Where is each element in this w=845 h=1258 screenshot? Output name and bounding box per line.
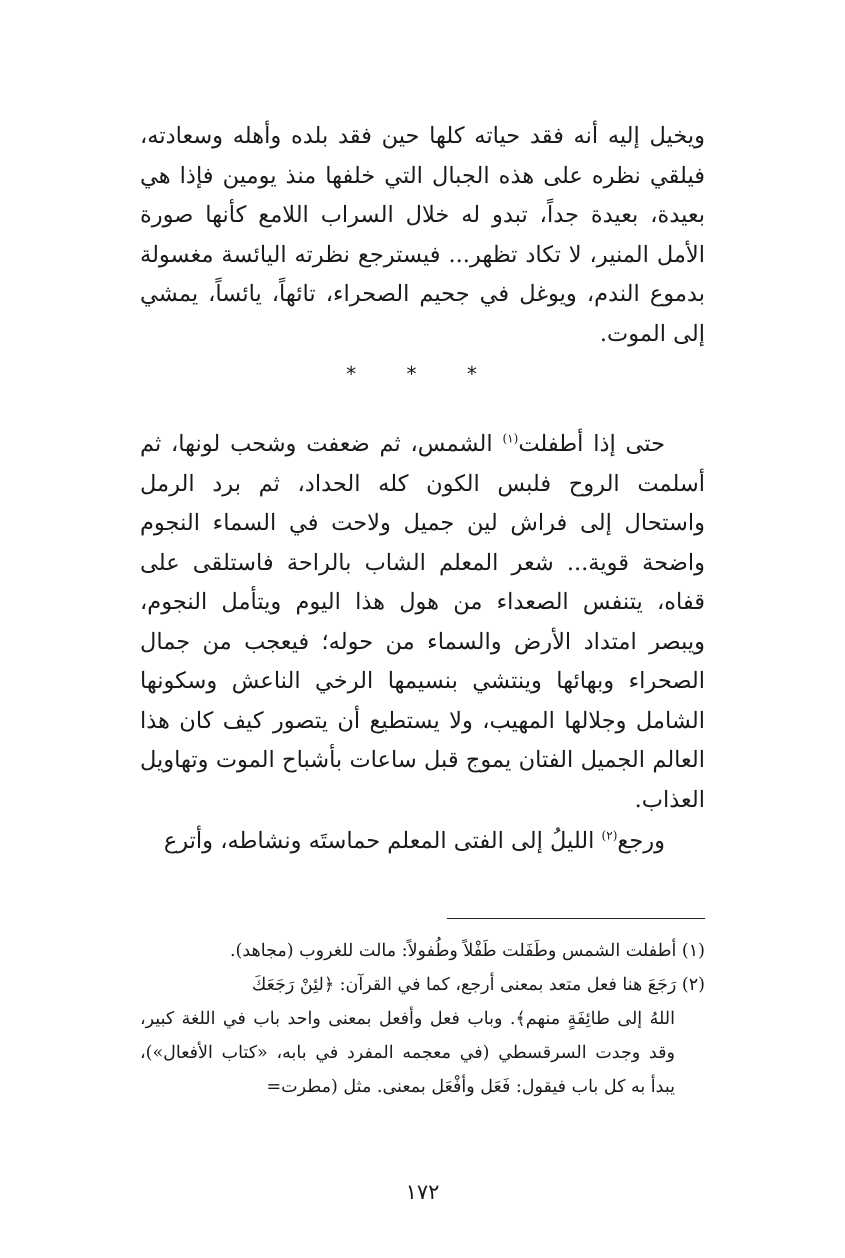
footnote-1: (١) أطفلت الشمس وطَفَلت طَفْلاً وطُفولاً: مالت للغروب (مجاهد). [229,941,705,961]
footnote-divider [447,918,705,919]
footnote-reference: (١) [502,431,519,446]
body-text-top [140,117,705,354]
paragraph [140,822,705,862]
paragraph-text: الليلُ إلى الفتى المعلم حماستَه ونشاطه، وأترع [163,828,602,854]
body-text-middle [140,425,705,820]
page-number: ١٧٢ [405,1180,440,1204]
footnote-2-continuation: اللهُ إلى طائِفَةٍ منهم﴾. وباب فعل وأفعل بمعنى واحد باب في اللغة كبير، وقد وجدت السرقسطي (في معجمه المفرد في بابه، «كتاب الأفعال»)، يبدأ به كل باب فيقول: فَعَل وأفْعَل بمعنى. مثل (مطرت= [140,1009,675,1097]
body-text-bottom [140,822,705,862]
section-separator: * * * [346,362,499,386]
footnotes [140,934,705,1104]
paragraph-text: ورجع [617,828,665,854]
paragraph-text: حتى إذا أطفلت [518,431,665,457]
paragraph [140,425,705,820]
footnote-2-first-line: (٢) رَجَعَ هنا فعل متعد بمعنى أرجع، كما في القرآن: ﴿لئِنْ رَجَعَكَ [251,975,705,995]
paragraph-text: الشمس، ثم ضعفت وشحب لونها، ثم أسلمت الروح فلبس الكون كله الحداد، ثم برد الرمل واستحال إلى فراش لين جميل ولاحت في السماء النجوم واضحة قوية... شعر المعلم الشاب بالراحة فاستلقى على قفاه، يتنفس الصعداء من هول هذا اليوم ويتأمل النجوم، ويبصر امتداد الأرض والسماء من حوله؛ فيعجب من جمال الصحراء وبهائها وينتشي بنسيمها الرخي الناعش وسكونها الشامل وجلالها المهيب، ولا يستطيع أن يتصور كيف كان هذا العالم الجميل الفتان يموج قبل ساعات بأشباح الموت وتهاويل العذاب. [140,431,705,813]
paragraph: ويخيل إليه أنه فقد حياته كلها حين فقد بلده وأهله وسعادته، فيلقي نظره على هذه الجبال التي خلفها منذ يومين فإذا هي بعيدة، بعيدة جداً، تبدو له خلال السراب اللامع كأنها صورة الأمل المنير، لا تكاد تظهر... فيسترجع نظرته اليائسة مغسولة بدموع الندم، ويوغل في جحيم الصحراء، تائهاً، يائساً، يمشي إلى الموت. [140,123,705,347]
footnote-reference: (٢) [601,828,618,843]
